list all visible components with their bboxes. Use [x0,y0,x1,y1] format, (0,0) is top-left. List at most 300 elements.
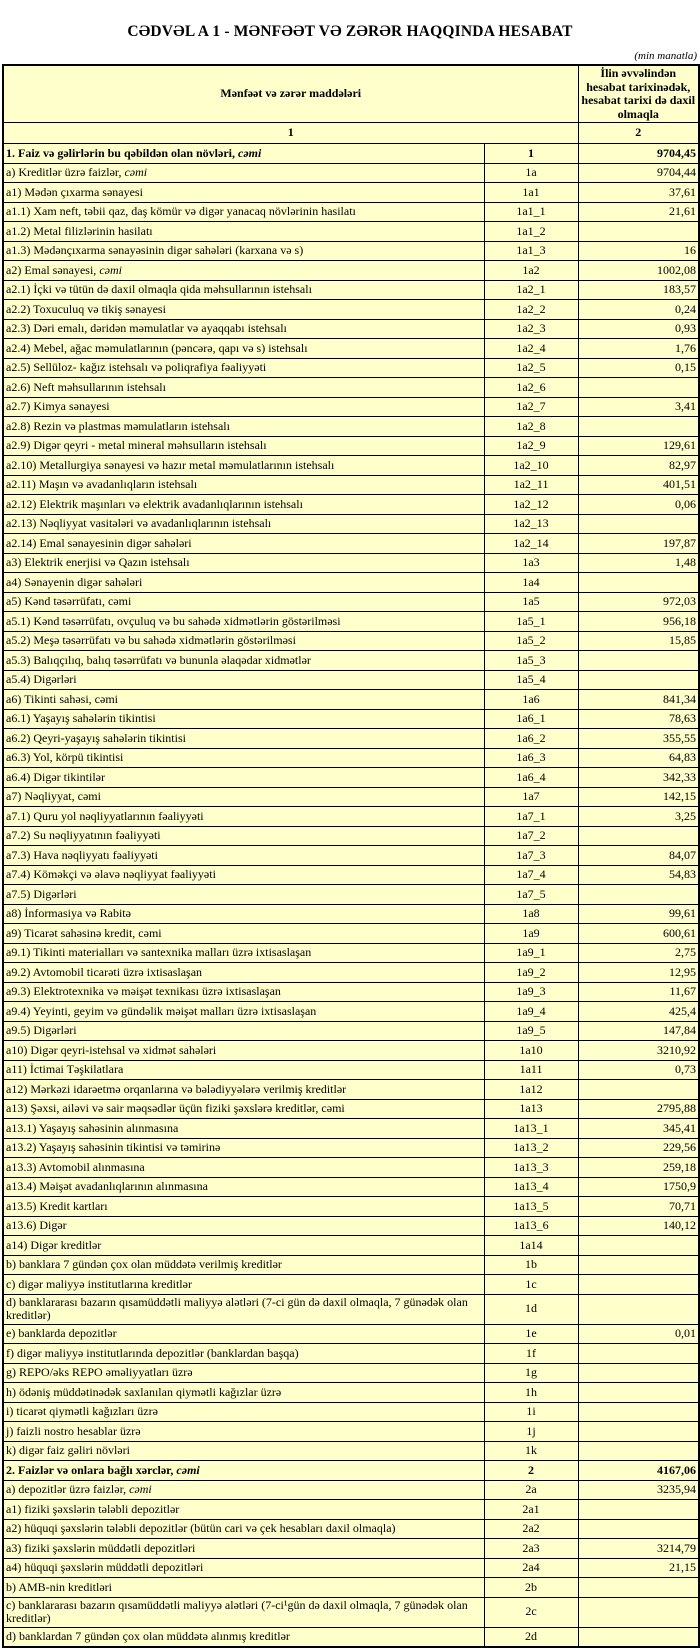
row-item-label: a1.3) Mədənçıxarma sənayəsinin digər sahələri (karxana və s) [3,241,484,261]
row-value: 0,73 [578,1060,699,1080]
row-item-label: a2.4) Mebel, ağac məmulatlarının (pəncərə, qapı və s) istehsalı [3,339,484,359]
row-value: 3,25 [578,807,699,827]
row-value: 229,56 [578,1138,699,1158]
row-value [578,1255,699,1275]
row-code: 1a5 [484,592,578,612]
row-code: 1a1_3 [484,241,578,261]
row-item-label: a13.2) Yaşayış sahəsinin tikintisi və təmirinə [3,1138,484,1158]
table-row [3,1158,699,1178]
row-code: 1a2_6 [484,378,578,398]
row-item-label: i) ticarət qiymətli kağızları üzrə [3,1402,484,1422]
row-value [578,670,699,690]
row-item-label: 1. Faiz və gəlirlərin bu qəbildən olan növləri, cəmi [3,144,484,164]
row-code: 1a3 [484,553,578,573]
table-header [3,65,699,144]
row-value [578,222,699,242]
row-code: 2a1 [484,1500,578,1520]
row-code: 1f [484,1344,578,1364]
row-value: 64,83 [578,748,699,768]
table-row [3,222,699,242]
header-row [3,65,699,123]
table-row [3,1363,699,1383]
row-item-label: a9.3) Elektrotexnika və məişət texnikası üzrə ixtisaslaşan [3,982,484,1002]
table-row [3,612,699,632]
table-row [3,358,699,378]
row-value [578,826,699,846]
row-value [578,1597,699,1627]
row-code: 1 [484,144,578,164]
table-row [3,885,699,905]
table-row [3,1275,699,1295]
row-code: 1a14 [484,1236,578,1256]
table-row [3,1627,699,1647]
row-value: 0,15 [578,358,699,378]
row-value [578,1344,699,1364]
row-item-label: a2.3) Dəri emalı, dəridən məmulatlar və ayaqqabı istehsalı [3,319,484,339]
row-item-label: a9.1) Tikinti materialları və santexnika malları üzrə ixtisaslaşan [3,943,484,963]
row-value: 2795,88 [578,1099,699,1119]
value-column-header: İlin əvvəlindən hesabat tarixinədək, hesabat tarixi də daxil olmaqla [578,65,699,123]
row-value [578,651,699,671]
table-row [3,378,699,398]
row-code: 1a13_1 [484,1119,578,1139]
row-code: 2b [484,1578,578,1598]
row-value: 12,95 [578,963,699,983]
row-value: 1750,9 [578,1177,699,1197]
row-item-label: a13) Şəxsi, ailəvi və sair məqsədlər üçün fiziki şəxslərə kreditlər, cəmi [3,1099,484,1119]
row-item-label: a7.5) Digərləri [3,885,484,905]
row-value: 3214,79 [578,1539,699,1559]
row-value: 2,75 [578,943,699,963]
row-code: 2a2 [484,1519,578,1539]
table-row [3,1255,699,1275]
row-item-label: k) digər faiz gəliri növləri [3,1441,484,1461]
row-value: 147,84 [578,1021,699,1041]
table-row [3,1099,699,1119]
row-value [578,1441,699,1461]
row-value: 3235,94 [578,1480,699,1500]
row-code: 1a13_6 [484,1216,578,1236]
row-value [578,378,699,398]
row-item-label: a2.2) Toxuculuq və tikiş sənayesi [3,300,484,320]
value-column-number: 2 [578,123,699,144]
row-code: 1a2 [484,261,578,281]
row-code: 1a10 [484,1041,578,1061]
row-value [578,1080,699,1100]
table-row [3,144,699,164]
row-item-label: a5) Kənd təsərrüfatı, cəmi [3,592,484,612]
row-item-label: a13.3) Avtomobil alınmasına [3,1158,484,1178]
row-item-label: a5.3) Balıqçılıq, balıq təsərrüfatı və bununla əlaqədar xidmətlər [3,651,484,671]
row-value: 197,87 [578,534,699,554]
row-item-label: a5.1) Kənd təsərrüfatı, ovçuluq və bu sahədə xidmətlərin göstərilməsi [3,612,484,632]
row-item-label: a2.12) Elektrik maşınları və elektrik avadanlıqlarının istehsalı [3,495,484,515]
row-code: 1a2_5 [484,358,578,378]
table-row [3,631,699,651]
row-code: 1a2_8 [484,417,578,437]
page-title: CƏDVƏL A 1 - MƏNFƏƏT VƏ ZƏRƏR HAQQINDA HESABAT [127,23,573,40]
row-value: 841,34 [578,690,699,710]
row-value: 425,4 [578,1002,699,1022]
row-value: 1002,08 [578,261,699,281]
row-item-label: a3) Elektrik enerjisi və Qazın istehsalı [3,553,484,573]
row-code: 1a13 [484,1099,578,1119]
row-item-label: a10) Digər qeyri-istehsal və xidmət sahələri [3,1041,484,1061]
row-code: 1a2_9 [484,436,578,456]
row-item-label: a1) Mədən çıxarma sənayesi [3,183,484,203]
table-row [3,963,699,983]
row-value: 401,51 [578,475,699,495]
table-row [3,1197,699,1217]
row-value: 3210,92 [578,1041,699,1061]
row-value: 16 [578,241,699,261]
row-item-label: a11) İctimai Təşkilatlara [3,1060,484,1080]
row-code: 1a9_1 [484,943,578,963]
row-item-label: a6.1) Yaşayış sahələrin tikintisi [3,709,484,729]
table-row [3,456,699,476]
row-value [578,1500,699,1520]
row-item-label: a7.3) Hava nəqliyyatı fəaliyyəti [3,846,484,866]
table-row [3,573,699,593]
row-value: 0,01 [578,1324,699,1344]
row-item-label: a3) fiziki şəxslərin müddətli depozitləri [3,1539,484,1559]
row-value [578,1627,699,1647]
row-code: 1a1_2 [484,222,578,242]
row-code: 2d [484,1627,578,1647]
row-code: 1a6_4 [484,768,578,788]
table-row [3,1060,699,1080]
table-row [3,1402,699,1422]
table-row [3,1519,699,1539]
table-row [3,592,699,612]
table-row [3,1324,699,1344]
row-code: 1a5_1 [484,612,578,632]
row-value: 3,41 [578,397,699,417]
row-value: 70,71 [578,1197,699,1217]
row-item-label: a2) hüquqi şəxslərin tələbli depozitlər (bütün cari və çek hesabları daxil olmaqla) [3,1519,484,1539]
table-row [3,943,699,963]
row-code: 2a3 [484,1539,578,1559]
row-item-label: a9.2) Avtomobil ticarəti üzrə ixtisaslaşan [3,963,484,983]
row-item-label: a2) Emal sənayesi, cəmi [3,261,484,281]
table-row [3,417,699,437]
row-code: 1a2_10 [484,456,578,476]
row-value: 37,61 [578,183,699,203]
items-column-header: Mənfəət və zərər maddələri [3,65,578,123]
row-item-label: a2.13) Nəqliyyat vasitələri və avadanlıqlarının istehsalı [3,514,484,534]
row-code: 1a9 [484,924,578,944]
row-code: 1a13_3 [484,1158,578,1178]
row-value [578,1383,699,1403]
row-code: 1h [484,1383,578,1403]
row-value: 345,41 [578,1119,699,1139]
table-row [3,651,699,671]
row-code: 1a5_2 [484,631,578,651]
row-code: 1a13_4 [484,1177,578,1197]
row-value: 140,12 [578,1216,699,1236]
row-item-label: a6.4) Digər tikintilər [3,768,484,788]
row-item-label: a13.1) Yaşayış sahəsinin alınmasına [3,1119,484,1139]
table-row [3,846,699,866]
table-row [3,1216,699,1236]
row-item-label: a) depozitlər üzrə faizlər, cəmi [3,1480,484,1500]
row-item-label: a13.6) Digər [3,1216,484,1236]
row-item-label: a4) Sənayenin digər sahələri [3,573,484,593]
row-code: 1a7_4 [484,865,578,885]
report-table-body [3,144,699,1648]
row-item-label-italic-suffix: cəmi [238,145,262,160]
table-row [3,729,699,749]
row-value: 84,07 [578,846,699,866]
row-code: 1a8 [484,904,578,924]
table-row [3,904,699,924]
table-row [3,1383,699,1403]
row-item-label: a2.6) Neft məhsullarının istehsalı [3,378,484,398]
row-value: 1,48 [578,553,699,573]
row-value [578,885,699,905]
table-row [3,475,699,495]
row-value [578,417,699,437]
row-item-label: a2.10) Metallurgiya sənayesi və hazır metal məmulatlarının istehsalı [3,456,484,476]
row-value: 54,83 [578,865,699,885]
row-value: 9704,45 [578,144,699,164]
table-row [3,748,699,768]
row-item-label: a2.9) Digər qeyri - metal mineral məhsulların istehsalı [3,436,484,456]
row-value [578,1519,699,1539]
row-value: 0,06 [578,495,699,515]
column-number-row [3,123,699,144]
row-code: 1a7_3 [484,846,578,866]
row-value: 600,61 [578,924,699,944]
row-item-label: a1.1) Xam neft, təbii qaz, daş kömür və digər yanacaq növlərinin hasilatı [3,202,484,222]
row-code: 1a2_13 [484,514,578,534]
row-code: 1a2_2 [484,300,578,320]
table-row [3,1138,699,1158]
row-code: 1b [484,1255,578,1275]
row-value: 956,18 [578,612,699,632]
table-row [3,280,699,300]
table-row [3,397,699,417]
table-row [3,1441,699,1461]
table-row [3,1578,699,1598]
row-value: 21,61 [578,202,699,222]
row-value: 972,03 [578,592,699,612]
row-item-label: a9.5) Digərləri [3,1021,484,1041]
row-value [578,1363,699,1383]
row-value: 15,85 [578,631,699,651]
row-value: 142,15 [578,787,699,807]
table-row [3,1041,699,1061]
row-item-label: h) ödəniş müddətinədək saxlanılan qiymətli kağızlar üzrə [3,1383,484,1403]
row-code: 1a [484,163,578,183]
row-code: 1a9_4 [484,1002,578,1022]
row-item-label: a13.4) Məişət avadanlıqlarının alınmasına [3,1177,484,1197]
unit-note: (min manatla) [634,50,697,62]
row-code: 2a4 [484,1558,578,1578]
row-value: 0,93 [578,319,699,339]
row-code: 1a4 [484,573,578,593]
table-row [3,495,699,515]
row-code: 1a2_7 [484,397,578,417]
row-item-label: a2.14) Emal sənayesinin digər sahələri [3,534,484,554]
table-row [3,183,699,203]
table-row [3,553,699,573]
row-value: 259,18 [578,1158,699,1178]
row-code: 1a11 [484,1060,578,1080]
row-code: 1a9_3 [484,982,578,1002]
row-code: 1a2_14 [484,534,578,554]
row-code: 2c [484,1597,578,1627]
table-row [3,924,699,944]
row-code: 2a [484,1480,578,1500]
row-code: 1a6 [484,690,578,710]
row-code: 1e [484,1324,578,1344]
row-code: 1a2_3 [484,319,578,339]
row-item-label: a8) İnformasiya və Rabitə [3,904,484,924]
table-row [3,1021,699,1041]
table-row [3,163,699,183]
row-item-label: a9.4) Yeyinti, geyim və gündəlik məişət malları üzrə ixtisaslaşan [3,1002,484,1022]
row-code: 1a1_1 [484,202,578,222]
row-value [578,514,699,534]
table-row [3,1461,699,1481]
table-row [3,807,699,827]
row-value: 0,24 [578,300,699,320]
row-item-label: a2.7) Kimya sənayesi [3,397,484,417]
table-row [3,670,699,690]
row-item-label: j) faizli nostro hesablar üzrə [3,1422,484,1442]
row-item-label: a6.2) Qeyri-yaşayış sahələrin tikintisi [3,729,484,749]
row-item-label: a1) fiziki şəxslərin tələbli depozitlər [3,1500,484,1520]
row-value: 78,63 [578,709,699,729]
row-code: 1a13_5 [484,1197,578,1217]
row-value [578,1402,699,1422]
row-code: 1a5_4 [484,670,578,690]
row-item-label: a1.2) Metal filizlərinin hasilatı [3,222,484,242]
row-item-label: a2.11) Maşın və avadanlıqların istehsalı [3,475,484,495]
table-row [3,865,699,885]
table-row [3,1539,699,1559]
table-row [3,826,699,846]
row-value: 342,33 [578,768,699,788]
table-row [3,1236,699,1256]
table-row [3,787,699,807]
row-item-label: a14) Digər kreditlər [3,1236,484,1256]
row-code: 1a5_3 [484,651,578,671]
row-item-label: e) banklarda depozitlər [3,1324,484,1344]
row-code: 2 [484,1461,578,1481]
row-value: 1,76 [578,339,699,359]
row-item-label-italic-suffix: cəmi [176,1462,200,1477]
row-value: 99,61 [578,904,699,924]
row-code: 1a2_11 [484,475,578,495]
row-code: 1a2_4 [484,339,578,359]
row-value [578,1236,699,1256]
row-item-label: a6) Tikinti sahəsi, cəmi [3,690,484,710]
table-row [3,1119,699,1139]
row-item-label: a) Kreditlər üzrə faizlər, cəmi [3,163,484,183]
table-row [3,1177,699,1197]
row-item-label: a2.8) Rezin və plastmas məmulatların istehsalı [3,417,484,437]
row-value: 82,97 [578,456,699,476]
table-row [3,339,699,359]
row-code: 1i [484,1402,578,1422]
row-value: 9704,44 [578,163,699,183]
row-code: 1a1 [484,183,578,203]
table-row [3,1294,699,1324]
row-item-label: g) REPO/əks REPO əməliyyatları üzrə [3,1363,484,1383]
table-row [3,1344,699,1364]
row-item-label-italic-suffix: cəmi [124,165,148,179]
row-value: 4167,06 [578,1461,699,1481]
row-code: 1a2_1 [484,280,578,300]
row-code: 1j [484,1422,578,1442]
row-item-label: a4) hüquqi şəxslərin müddətli depozitləri [3,1558,484,1578]
row-item-label: a7) Nəqliyyat, cəmi [3,787,484,807]
row-value: 21,15 [578,1558,699,1578]
row-code: 1a6_2 [484,729,578,749]
row-value: 183,57 [578,280,699,300]
table-row [3,1002,699,1022]
items-column-number: 1 [3,123,578,144]
row-item-label: a12) Mərkəzi idarəetmə orqanlarına və bələdiyyələrə verilmiş kreditlər [3,1080,484,1100]
row-code: 1a7_2 [484,826,578,846]
row-item-label: d) banklararası bazarın qısamüddətli maliyyə alətləri (7-ci gün də daxil olmaqla, 7 günədək olan kreditlər) [3,1294,484,1324]
row-code: 1a6_1 [484,709,578,729]
row-item-label-italic-suffix: cəmi [129,1482,152,1496]
row-code: 1a12 [484,1080,578,1100]
row-code: 1c [484,1275,578,1295]
row-item-label: a13.5) Kredit kartları [3,1197,484,1217]
row-code: 1a6_3 [484,748,578,768]
row-item-label: a5.2) Meşə təsərrüfatı və bu sahədə xidmətlərin göstərilməsi [3,631,484,651]
table-row [3,241,699,261]
row-code: 1d [484,1294,578,1324]
row-code: 1a9_5 [484,1021,578,1041]
table-row [3,300,699,320]
row-value [578,1578,699,1598]
table-row [3,436,699,456]
row-code: 1g [484,1363,578,1383]
row-value: 355,55 [578,729,699,749]
table-row [3,261,699,281]
row-code: 1a13_2 [484,1138,578,1158]
table-row [3,202,699,222]
table-row [3,768,699,788]
table-row [3,1558,699,1578]
table-row [3,514,699,534]
row-item-label: d) banklardan 7 gündən çox olan müddətə alınmış kreditlər [3,1627,484,1647]
table-row [3,1480,699,1500]
row-item-label: b) banklara 7 gündən çox olan müddətə verilmiş kreditlər [3,1255,484,1275]
row-item-label: a7.1) Quru yol nəqliyyatlarının fəaliyyəti [3,807,484,827]
row-item-label-italic-suffix: cəmi [99,262,122,277]
table-row [3,1500,699,1520]
table-row [3,690,699,710]
row-value [578,573,699,593]
row-item-label: a2.1) İçki və tütün də daxil olmaqla qida məhsullarının istehsalı [3,280,484,300]
pnl-report-table [2,64,700,1648]
table-row [3,319,699,339]
table-row [3,1080,699,1100]
row-item-label: c) digər maliyyə institutlarına kreditlər [3,1275,484,1295]
row-code: 1k [484,1441,578,1461]
row-item-label: a2.5) Sellüloz- kağız istehsalı və poliqrafiya fəaliyyəti [3,358,484,378]
row-item-label: f) digər maliyyə institutlarında depozitlər (banklardan başqa) [3,1344,484,1364]
row-item-label: b) AMB-nin kreditləri [3,1578,484,1598]
row-item-label: c) banklararası bazarın qısamüddətli maliyyə alətləri (7-ci¹gün də daxil olmaqla, 7 günədək olan kreditlər) [3,1597,484,1627]
row-code: 1a7 [484,787,578,807]
